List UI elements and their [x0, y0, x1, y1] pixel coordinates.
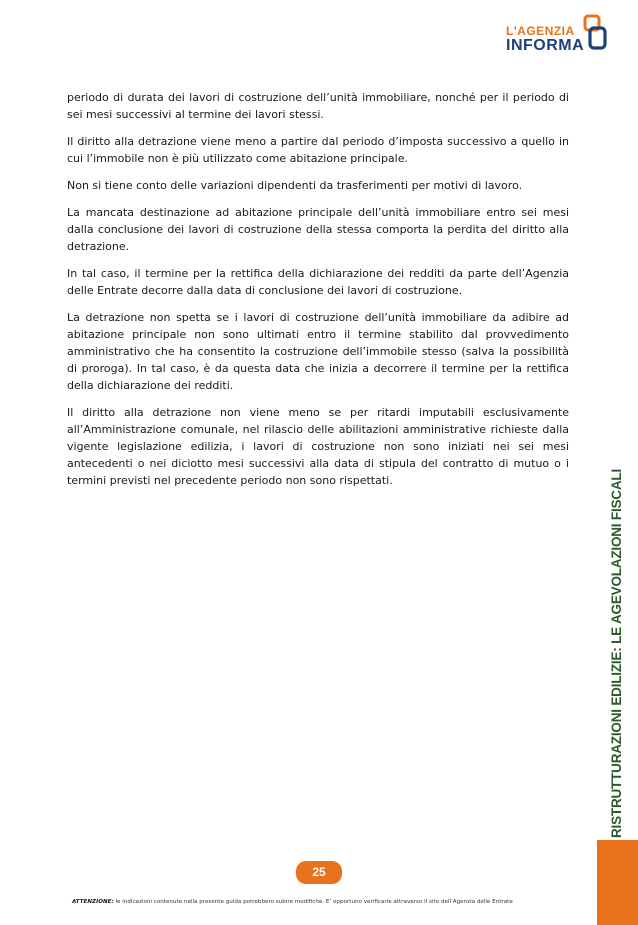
logo-line-2: INFORMA: [506, 37, 585, 54]
footer-note: [72, 898, 572, 906]
page-number: 25: [296, 861, 342, 884]
paragraph-3: Non si tiene conto delle variazioni dipendenti da trasferimenti per motivi di lavoro.: [67, 179, 523, 192]
section-side-title: [600, 469, 632, 838]
paragraph-4: La mancata destinazione ad abitazione principale dell’unità immobiliare entro sei mesi dalla conclusione dei lavori di costruzione della stessa comporta la perdita del diritto alla detrazione.: [67, 206, 569, 253]
footer-warning-text: le indicazioni contenute nella presente guida potrebbero subire modifiche. E’ opportuno verificarle attraverso il sito dell’Agenzia delle Entrate: [115, 899, 513, 905]
agenzia-informa-logo: [500, 14, 610, 58]
paragraph-2: Il diritto alla detrazione viene meno a partire dal periodo d’imposta successivo a quello in cui l’immobile non è più utilizzato come abitazione principale.: [67, 135, 569, 165]
paragraph-5: In tal caso, il termine per la rettifica della dichiarazione dei redditi da parte dell’Agenzia delle Entrate decorre dalla data di conclusione dei lavori di costruzione.: [67, 267, 569, 297]
side-title-text: RISTRUTTURAZIONI EDILIZIE: LE AGEVOLAZIONI FISCALI: [608, 469, 624, 838]
paragraph-7: Il diritto alla detrazione non viene meno se per ritardi imputabili esclusivamente all’Amministrazione comunale, nel rilascio delle abilitazioni amministrative richieste dalla vigente legislazione edilizia, i lavori di costruzione non sono iniziati nei sei mesi antecedenti o nei diciotto mesi successivi alla data di stipula del contratto di mutuo o i termini previsti nel precedente periodo non sono rispettati.: [67, 406, 569, 487]
logo-mark-icon: [582, 14, 608, 54]
paragraph-1: periodo di durata dei lavori di costruzione dell’unità immobiliare, nonché per il periodo di sei mesi successivi al termine dei lavori stessi.: [67, 91, 569, 121]
logo-line-1: L'AGENZIA: [506, 24, 575, 38]
side-accent-bar: [597, 840, 638, 925]
footer-warning-label: ATTENZIONE:: [72, 899, 114, 905]
paragraph-6: La detrazione non spetta se i lavori di costruzione dell’unità immobiliare da adibire ad abitazione principale non sono ultimati entro il termine stabilito dal provvedimento amministrativo che ha consentito la costruzione dell’immobile stesso (salva la possibilità di proroga). In tal caso, è da questa data che inizia a decorrere il termine per la rettifica della dichiarazione dei redditi.: [67, 311, 569, 392]
body-text: [67, 89, 569, 499]
